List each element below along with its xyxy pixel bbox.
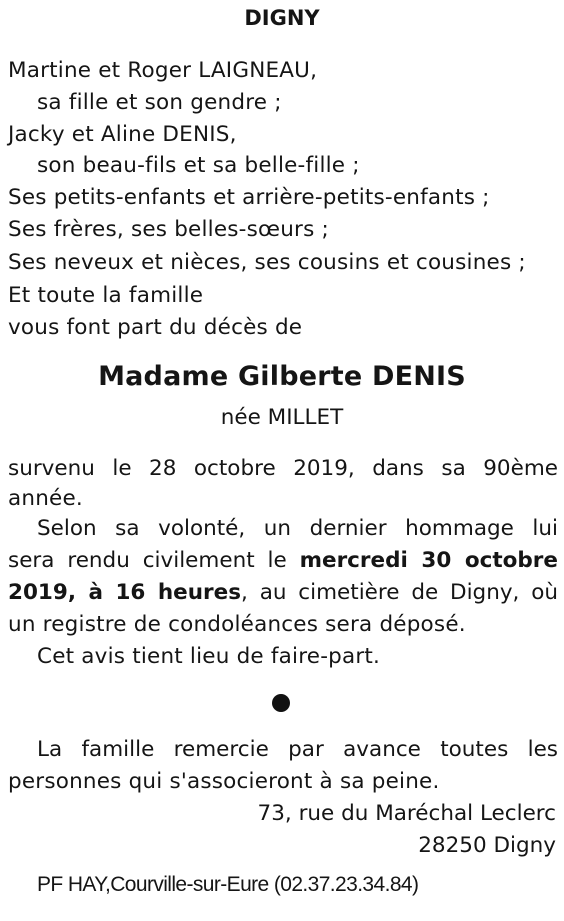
family-line-7: Ses neveux et nièces, ses cousins et cousines ; xyxy=(8,250,526,275)
body-line-4 xyxy=(8,548,558,573)
deceased-name: Madame Gilberte DENIS xyxy=(98,361,466,392)
town-heading: DIGNY xyxy=(244,6,320,30)
body-line-2: année. xyxy=(8,486,83,511)
body-line-4-text: sera rendu civilement le xyxy=(8,548,300,573)
maiden-name: née MILLET xyxy=(220,405,344,430)
family-line-9: vous font part du décès de xyxy=(8,315,303,340)
body-line-5 xyxy=(8,580,558,605)
family-line-4: son beau-fils et sa belle-fille ; xyxy=(37,153,360,178)
thanks-line-1: La famille remercie par avance toutes les xyxy=(37,737,558,762)
family-line-8: Et toute la famille xyxy=(8,283,204,308)
thanks-line-2: personnes qui s'associeront à sa peine. xyxy=(8,769,440,794)
family-line-1: Martine et Roger LAIGNEAU, xyxy=(8,58,318,83)
family-line-6: Ses frères, ses belles-sœurs ; xyxy=(8,217,329,242)
funeral-home-contact: PF HAY,Courville-sur-Eure (02.37.23.34.84) xyxy=(37,873,419,896)
body-line-6: un registre de condoléances sera déposé. xyxy=(8,612,466,637)
family-line-5: Ses petits-enfants et arrière-petits-enfants ; xyxy=(8,185,490,210)
family-line-3: Jacky et Aline DENIS, xyxy=(8,122,237,147)
bullet-separator-icon xyxy=(272,694,290,712)
ceremony-date: mercredi 30 octobre xyxy=(299,548,558,573)
body-line-7: Cet avis tient lieu de faire-part. xyxy=(37,644,381,669)
body-line-5-text: , au cimetière de Digny, où xyxy=(241,580,558,605)
family-line-2: sa fille et son gendre ; xyxy=(37,90,282,115)
body-line-1: survenu le 28 octobre 2019, dans sa 90ème xyxy=(8,456,558,481)
address-city: 28250 Digny xyxy=(418,833,556,858)
ceremony-time: 2019, à 16 heures xyxy=(8,580,242,605)
body-line-3: Selon sa volonté, un dernier hommage lui xyxy=(37,516,558,541)
address-street: 73, rue du Maréchal Leclerc xyxy=(257,801,556,826)
